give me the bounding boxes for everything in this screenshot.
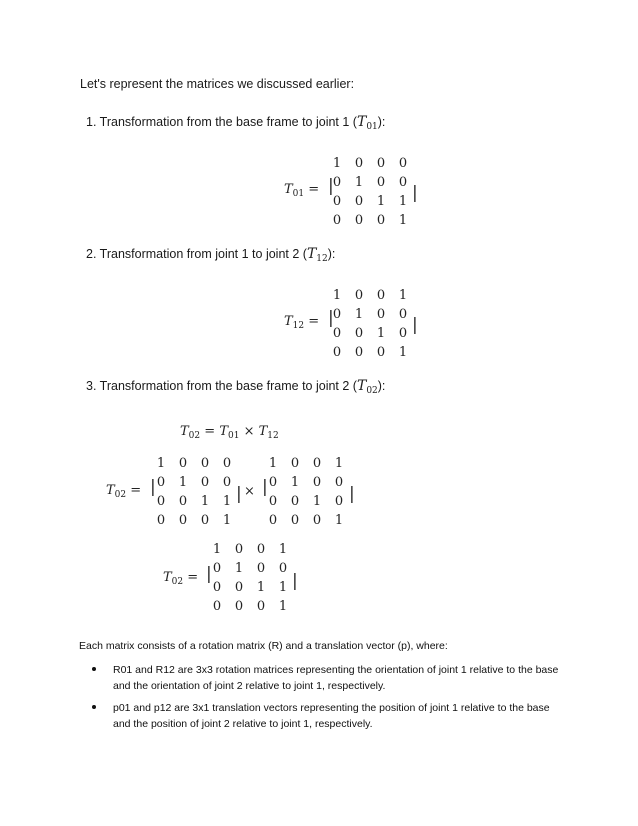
- matrix-cell: 1: [268, 456, 278, 471]
- matrix-row: [150, 475, 238, 494]
- matrix-row: [206, 599, 294, 618]
- matrix-cell: 1: [334, 513, 344, 528]
- matrix-cell: 1: [376, 326, 386, 341]
- step3-close: ):: [377, 379, 386, 393]
- matrix-row: [326, 288, 414, 307]
- matrix-cell: 0: [332, 326, 342, 341]
- matrix-cell: 1: [278, 580, 288, 595]
- formula-t01-subscript: 01: [227, 431, 240, 441]
- result-left-bar: |: [206, 564, 212, 584]
- matrix-cell: 1: [234, 561, 244, 576]
- matrix-cell: 1: [200, 494, 210, 509]
- matrix-cell: 0: [234, 599, 244, 614]
- matrix-cell: 0: [200, 475, 210, 490]
- t12-matrix: [326, 288, 414, 364]
- t12-label: [284, 314, 319, 331]
- matrix-cell: 0: [212, 580, 222, 595]
- matrix-cell: 0: [334, 494, 344, 509]
- expanded-t02-symbol: T: [106, 483, 115, 498]
- matrix-cell: 0: [234, 580, 244, 595]
- matrix-cell: 1: [332, 156, 342, 171]
- t12-right-bar: |: [412, 315, 418, 335]
- t01-equals: =: [308, 182, 320, 197]
- bullet-2: [113, 700, 550, 732]
- result-t02-subscript: 02: [171, 577, 184, 587]
- matrix-cell: 0: [398, 175, 408, 190]
- matrix-cell: 0: [332, 345, 342, 360]
- bullet-2-line2: and the position of joint 2 relative to joint 1, respectively.: [113, 718, 373, 730]
- matrix-cell: 1: [398, 194, 408, 209]
- t01-symbol: T: [284, 182, 293, 197]
- expanded-t01-matrix: [150, 456, 238, 532]
- matrix-cell: 1: [290, 475, 300, 490]
- expanded-t02-subscript: 02: [114, 490, 127, 500]
- matrix-cell: 0: [234, 542, 244, 557]
- formula-t02-symbol: T: [180, 424, 189, 439]
- result-t02-symbol: T: [163, 570, 172, 585]
- matrix-cell: 0: [290, 513, 300, 528]
- matrix-cell: 0: [332, 213, 342, 228]
- matrix-cell: 0: [156, 475, 166, 490]
- expanded-left-bar-2: |: [262, 477, 268, 497]
- matrix-row: [150, 456, 238, 475]
- matrix-cell: 0: [268, 475, 278, 490]
- matrix-cell: 0: [398, 326, 408, 341]
- matrix-row: [326, 194, 414, 213]
- t02-product-formula: [180, 424, 279, 441]
- formula-t12-symbol: T: [258, 424, 268, 439]
- matrix-cell: 0: [332, 307, 342, 322]
- matrix-cell: 0: [354, 345, 364, 360]
- step3-symbol: T: [356, 378, 367, 394]
- matrix-row: [326, 156, 414, 175]
- matrix-cell: 0: [332, 175, 342, 190]
- matrix-cell: 0: [354, 156, 364, 171]
- step3-text: 3. Transformation from the base frame to joint 2 (: [86, 379, 357, 393]
- matrix-cell: 0: [156, 513, 166, 528]
- matrix-cell: 0: [178, 494, 188, 509]
- step2-subscript: 12: [316, 254, 328, 264]
- matrix-cell: 1: [178, 475, 188, 490]
- expanded-left-bar-1: |: [150, 477, 156, 497]
- matrix-cell: 0: [354, 288, 364, 303]
- bullet-2-line1: p01 and p12 are 3x1 translation vectors representing the position of joint 1 relative to the base: [113, 702, 550, 714]
- t02-result-label: [163, 570, 198, 587]
- t02-result-matrix: [206, 542, 294, 618]
- matrix-row: [150, 494, 238, 513]
- matrix-cell: 0: [200, 513, 210, 528]
- matrix-cell: 0: [222, 456, 232, 471]
- matrix-cell: 0: [354, 194, 364, 209]
- expanded-t12-matrix: [262, 456, 350, 532]
- matrix-cell: 1: [398, 345, 408, 360]
- matrix-cell: 1: [222, 494, 232, 509]
- step1-heading: [86, 114, 385, 132]
- matrix-cell: 0: [212, 599, 222, 614]
- intro-text: Let's represent the matrices we discussed earlier:: [80, 77, 355, 91]
- expanded-times: ×: [244, 484, 255, 499]
- matrix-cell: 1: [222, 513, 232, 528]
- matrix-cell: 0: [178, 456, 188, 471]
- matrix-cell: 1: [312, 494, 322, 509]
- step1-close: ):: [377, 115, 386, 129]
- step2-text: 2. Transformation from joint 1 to joint 2 (: [86, 247, 307, 261]
- matrix-cell: 0: [156, 494, 166, 509]
- t01-left-bar: |: [328, 176, 334, 196]
- formula-t02-subscript: 02: [188, 431, 201, 441]
- matrix-row: [262, 456, 350, 475]
- matrix-row: [262, 494, 350, 513]
- matrix-row: [326, 307, 414, 326]
- matrix-cell: 0: [376, 213, 386, 228]
- matrix-cell: 0: [312, 475, 322, 490]
- matrix-cell: 0: [212, 561, 222, 576]
- step3-heading: [86, 378, 385, 396]
- formula-times: ×: [243, 424, 255, 439]
- result-right-bar: |: [292, 571, 298, 591]
- matrix-cell: 1: [398, 213, 408, 228]
- matrix-cell: 0: [376, 175, 386, 190]
- expanded-equals: =: [130, 483, 142, 498]
- matrix-cell: 0: [312, 456, 322, 471]
- matrix-row: [326, 213, 414, 232]
- matrix-cell: 0: [268, 513, 278, 528]
- matrix-cell: 0: [278, 561, 288, 576]
- matrix-cell: 1: [354, 307, 364, 322]
- matrix-cell: 1: [256, 580, 266, 595]
- matrix-row: [206, 561, 294, 580]
- matrix-cell: 0: [290, 494, 300, 509]
- step3-subscript: 02: [366, 386, 378, 396]
- bullet-dot-1: [92, 667, 96, 671]
- matrix-cell: 1: [278, 542, 288, 557]
- matrix-row: [326, 345, 414, 364]
- step2-close: ):: [327, 247, 336, 261]
- matrix-cell: 0: [312, 513, 322, 528]
- matrix-cell: 1: [334, 456, 344, 471]
- matrix-cell: 0: [332, 194, 342, 209]
- matrix-cell: 0: [290, 456, 300, 471]
- t01-label: [284, 182, 319, 199]
- matrix-cell: 1: [278, 599, 288, 614]
- matrix-row: [262, 513, 350, 532]
- formula-t12-subscript: 12: [267, 431, 279, 441]
- matrix-cell: 1: [376, 194, 386, 209]
- matrix-row: [206, 580, 294, 599]
- matrix-cell: 1: [156, 456, 166, 471]
- matrix-cell: 1: [354, 175, 364, 190]
- t02-expanded-label: [106, 483, 141, 500]
- t12-equals: =: [308, 314, 320, 329]
- matrix-cell: 0: [256, 599, 266, 614]
- expanded-right-bar-2: |: [349, 484, 355, 504]
- matrix-cell: 0: [398, 156, 408, 171]
- t12-symbol: T: [284, 314, 293, 329]
- matrix-cell: 0: [222, 475, 232, 490]
- bullet-1: [113, 662, 558, 694]
- matrix-cell: 0: [334, 475, 344, 490]
- t12-subscript: 12: [292, 321, 305, 331]
- step1-symbol: T: [356, 114, 367, 130]
- t01-right-bar: |: [412, 183, 418, 203]
- matrix-cell: 0: [200, 456, 210, 471]
- matrix-cell: 0: [178, 513, 188, 528]
- formula-equals: =: [204, 424, 216, 439]
- matrix-row: [206, 542, 294, 561]
- result-equals: =: [187, 570, 199, 585]
- t12-left-bar: |: [328, 308, 334, 328]
- matrix-cell: 1: [398, 288, 408, 303]
- summary-text: Each matrix consists of a rotation matrix (R) and a translation vector (p), where:: [79, 640, 448, 652]
- matrix-cell: 1: [212, 542, 222, 557]
- matrix-cell: 0: [376, 345, 386, 360]
- matrix-row: [326, 175, 414, 194]
- matrix-cell: 0: [376, 156, 386, 171]
- formula-t01-symbol: T: [219, 424, 228, 439]
- step1-text: 1. Transformation from the base frame to joint 1 (: [86, 115, 357, 129]
- matrix-cell: 0: [376, 288, 386, 303]
- matrix-cell: 0: [376, 307, 386, 322]
- matrix-row: [262, 475, 350, 494]
- matrix-cell: 1: [332, 288, 342, 303]
- t01-matrix: [326, 156, 414, 232]
- matrix-cell: 0: [256, 542, 266, 557]
- bullet-dot-2: [92, 705, 96, 709]
- step2-symbol: T: [306, 246, 317, 262]
- bullet-1-line1: R01 and R12 are 3x3 rotation matrices representing the orientation of joint 1 relative to the base: [113, 664, 559, 676]
- step1-subscript: 01: [366, 122, 378, 132]
- matrix-cell: 0: [354, 326, 364, 341]
- matrix-cell: 0: [268, 494, 278, 509]
- matrix-row: [150, 513, 238, 532]
- matrix-cell: 0: [256, 561, 266, 576]
- matrix-cell: 0: [354, 213, 364, 228]
- matrix-cell: 0: [398, 307, 408, 322]
- expanded-right-bar-1: |: [236, 484, 242, 504]
- t01-subscript: 01: [292, 189, 305, 199]
- bullet-1-line2: and the orientation of joint 2 relative to joint 1, respectively.: [113, 680, 386, 692]
- matrix-row: [326, 326, 414, 345]
- step2-heading: [86, 246, 335, 264]
